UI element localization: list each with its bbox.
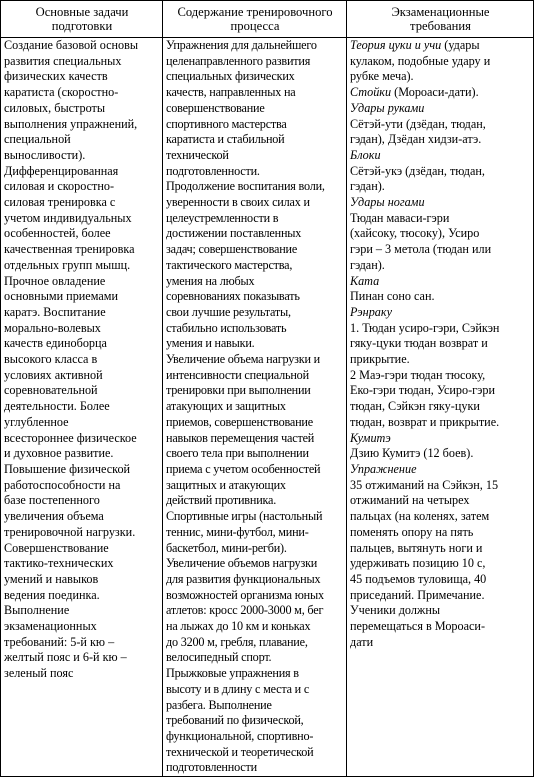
requirement-text: кулаком, подобные удару и	[350, 53, 491, 68]
col1-line: всестороннее физическое	[4, 430, 137, 445]
col2-line: высоту и в длину с места и с	[166, 681, 310, 696]
requirement-text: Ката	[350, 273, 380, 288]
header-cell-requirements	[347, 1, 534, 38]
requirement-text: 2 Маэ-гэри тюдан тюсоку,	[350, 367, 486, 382]
col1-line: тактико-технических	[4, 556, 114, 571]
col2-line: теннис, мини-футбол, мини-	[166, 524, 309, 539]
col2-line: специальных физических	[166, 69, 295, 84]
requirement-line	[350, 258, 531, 274]
col1-line: углубленное	[4, 414, 69, 429]
col2-line: совершенствование	[166, 100, 265, 115]
col2-line: приемов, совершенствование	[166, 414, 313, 429]
col2-line: каратиста и стабильной	[166, 132, 285, 147]
col2-line: Продолжение воспитания воли,	[166, 179, 325, 194]
col1-line: Выполнение	[4, 603, 70, 618]
requirement-text: перемещаться в Мороаси-	[350, 619, 485, 634]
cell-tasks	[1, 38, 163, 777]
section-heading	[350, 148, 531, 164]
requirement-text: Дзию Кумитэ (12 боев).	[350, 446, 474, 461]
section-heading	[350, 462, 531, 478]
col1-line: выполнения упражнений,	[4, 116, 138, 131]
col2-line: соревнованиях показывать	[166, 289, 300, 304]
requirement-text: удерживать позицию 10 с,	[350, 556, 486, 571]
col2-line: спортивного мастерства	[166, 116, 287, 131]
requirement-text: тюдан, Сэйкэн гяку-цуки	[350, 399, 480, 414]
col1-line: силовая тренировка с	[4, 195, 116, 210]
col1-line: желтый пояс и 6-й кю –	[4, 650, 127, 665]
header-line: требования	[410, 19, 471, 33]
col2-line: свои лучшие результаты,	[166, 304, 291, 319]
col2-line: на лыжах до 10 км и коньках	[166, 619, 311, 634]
requirement-line	[350, 619, 531, 635]
requirement-text: Сётэй-укэ (дзёдан, тюдан,	[350, 163, 485, 178]
col1-line: высокого класса в	[4, 352, 98, 367]
col2-line: уверенности в своих силах и	[166, 195, 310, 210]
requirement-text: тюдан, возврат и прикрытие.	[350, 414, 500, 429]
header-cell-tasks	[1, 1, 163, 38]
col2-line: до 3200 м, гребля, плавание,	[166, 634, 308, 649]
col1-line: выносливости).	[4, 147, 86, 162]
col1-line: ведения поединка.	[4, 587, 100, 602]
requirement-line	[350, 588, 531, 604]
col1-line: Дифференцированная	[4, 163, 119, 178]
requirement-text: Ученики должны	[350, 603, 441, 618]
requirement-line	[350, 211, 531, 227]
col1-line: основными приемами	[4, 289, 118, 304]
col2-line: подготовленности	[166, 760, 257, 775]
col2-line: стабильно использовать	[166, 320, 287, 335]
requirement-line	[350, 132, 531, 148]
header-line: Содержание тренировочного	[177, 5, 333, 19]
col1-line: базе постепенного	[4, 493, 100, 508]
header-row	[1, 1, 534, 38]
col2-line: возможностей организма юных	[166, 587, 324, 602]
requirement-text: гэри – 3 метола (тюдан или	[350, 242, 492, 257]
col1-line: силовых, быстроты	[4, 100, 106, 115]
col2-line: разбега. Выполнение	[166, 697, 272, 712]
col2-line: навыков перемещения частей	[166, 430, 315, 445]
col1-line: учетом индивидуальных	[4, 210, 132, 225]
col1-line: работоспособности на	[4, 477, 121, 492]
requirement-line	[350, 352, 531, 368]
section-heading	[350, 274, 531, 290]
requirement-text: Теория цуки и учи	[350, 38, 442, 52]
col2-line: атакующих и защитных	[166, 399, 286, 414]
requirement-line	[350, 478, 531, 494]
col1-line: Создание базовой основы	[4, 38, 139, 52]
header-line: Основные задачи	[35, 5, 129, 19]
requirement-line	[350, 415, 531, 431]
col1-line: каратиста (скоростно-	[4, 85, 119, 100]
col1-line: умений и навыков	[4, 571, 99, 586]
col2-line: Увеличение объемов нагрузки	[166, 556, 318, 571]
col1-line: развития специальных	[4, 53, 122, 68]
col2-line: подготовленности.	[166, 163, 260, 178]
requirement-text: 1. Тюдан усиро-гэри, Сэйкэн	[350, 320, 500, 335]
col2-line: приема с учетом особенностей	[166, 461, 321, 476]
requirement-line	[350, 556, 531, 572]
col1-line: особенностей, более	[4, 226, 111, 241]
requirement-text: Пинан соно сан.	[350, 289, 435, 304]
requirement-line	[350, 164, 531, 180]
requirement-text: гэдан).	[350, 257, 385, 272]
col1-line: условиях активной	[4, 367, 103, 382]
col1-line: деятельности. Более	[4, 399, 110, 414]
col2-line: тактического мастерства,	[166, 257, 293, 272]
requirement-text: Удары руками	[350, 100, 425, 115]
requirement-text: пальцев, вытянуть ноги и	[350, 540, 483, 555]
cell-content	[163, 38, 347, 777]
col2-line: велосипедный спорт.	[166, 650, 272, 665]
requirement-text: 45 подъемов туловища, 40	[350, 571, 487, 586]
requirement-text: дати	[350, 634, 374, 649]
col1-line: физических качеств	[4, 69, 108, 84]
requirement-line	[350, 399, 531, 415]
col2-line: целенаправленного развития	[166, 53, 311, 68]
requirement-text: Упражнение	[350, 461, 417, 476]
col2-line: достижении поставленных	[166, 226, 302, 241]
col2-line: тренировки при выполнении	[166, 383, 311, 398]
col2-line: Прыжковые упражнения в	[166, 666, 299, 681]
section-heading	[350, 101, 531, 117]
requirement-line	[350, 541, 531, 557]
col2-line: технической	[166, 147, 229, 162]
col2-line: качеств, направленных на	[166, 85, 296, 100]
col1-line: и духовное развитие.	[4, 446, 114, 461]
requirement-text: гэдан).	[350, 179, 385, 194]
col1-line: экзаменационных	[4, 619, 97, 634]
col2-line: умения на любых	[166, 273, 255, 288]
col1-line: Повышение физической	[4, 461, 131, 476]
body-row	[1, 38, 534, 777]
requirement-text: Удары ногами	[350, 195, 425, 210]
requirement-line	[350, 179, 531, 195]
requirement-text: пальцах (на коленях, затем	[350, 509, 490, 524]
requirement-line	[350, 289, 531, 305]
requirement-text: приседаний. Примечание.	[350, 587, 485, 602]
requirement-line	[350, 54, 531, 70]
requirement-text: Стойки	[350, 85, 392, 100]
requirement-line	[350, 368, 531, 384]
col1-line: тренировочной нагрузки.	[4, 524, 136, 539]
col1-line: Прочное овладение	[4, 273, 106, 288]
section-heading	[350, 305, 531, 321]
col1-line: соревновательной	[4, 383, 98, 398]
requirement-line	[350, 69, 531, 85]
col1-line: качеств единоборца	[4, 336, 107, 351]
col1-line: отдельных групп мышц.	[4, 257, 131, 272]
col1-line: Совершенствование	[4, 540, 109, 555]
col2-line: Увеличение объема нагрузки и	[166, 352, 320, 367]
col2-line: защитных и атакующих	[166, 477, 286, 492]
col2-line: для развития функциональных	[166, 571, 321, 586]
requirement-line	[350, 572, 531, 588]
col2-line: интенсивности специальной	[166, 367, 309, 382]
section-heading	[350, 431, 531, 447]
requirement-line	[350, 117, 531, 133]
requirement-text: поменять опору на пять	[350, 524, 474, 539]
requirement-text: рубке меча).	[350, 69, 414, 84]
requirement-line	[350, 383, 531, 399]
requirement-text: гяку-цуки тюдан возврат и	[350, 336, 488, 351]
requirement-text: Сётэй-ути (дзёдан, тюдан,	[350, 116, 486, 131]
requirement-line	[350, 635, 531, 651]
col2-line: действий противника.	[166, 493, 277, 508]
section-heading	[350, 38, 531, 54]
col1-line: зеленый пояс	[4, 666, 74, 681]
col2-line: баскетбол, мини-регби).	[166, 540, 287, 555]
requirement-line	[350, 242, 531, 258]
requirement-line	[350, 446, 531, 462]
col2-line: своего тела при выполнении	[166, 446, 309, 461]
col2-line: задач; совершенствование	[166, 242, 298, 257]
col1-line: морально-волевых	[4, 320, 101, 335]
header-cell-content	[163, 1, 347, 38]
col2-line: функциональной, спортивно-	[166, 728, 314, 743]
col2-line: целеустремленности в	[166, 210, 279, 225]
requirement-text: гэдан), Дзёдан хидзи-атэ.	[350, 132, 482, 147]
requirement-line	[350, 226, 531, 242]
requirement-line	[350, 509, 531, 525]
requirement-tail: (удары	[441, 38, 480, 52]
col2-line: технической и теоретической	[166, 744, 314, 759]
header-line: Экзаменационные	[391, 5, 490, 19]
section-heading	[350, 85, 531, 101]
header-line: подготовки	[51, 19, 113, 33]
col2-line: требований по физической,	[166, 713, 304, 728]
header-line: процесса	[230, 19, 280, 33]
col2-line: атлетов: кросс 2000-3000 м, бег	[166, 603, 324, 618]
col2-line: Спортивные игры (настольный	[166, 509, 323, 524]
col1-line: требований: 5-й кю –	[4, 634, 115, 649]
requirement-text: Тюдан маваси-гэри	[350, 210, 450, 225]
requirement-line	[350, 321, 531, 337]
cell-requirements	[347, 38, 534, 777]
col1-line: качественная тренировка	[4, 242, 135, 257]
requirement-text: Блоки	[350, 147, 381, 162]
col2-line: умения и навыки.	[166, 336, 255, 351]
requirement-text: Кумитэ	[350, 430, 391, 445]
requirement-text: (хайсоку, тюсоку), Усиро	[350, 226, 480, 241]
col1-line: силовая и скоростно-	[4, 179, 115, 194]
requirement-line	[350, 603, 531, 619]
requirement-line	[350, 336, 531, 352]
col1-line: увеличения объема	[4, 509, 104, 524]
requirement-text: Еко-гэри тюдан, Усиро-гэри	[350, 383, 496, 398]
requirement-text: прикрытие.	[350, 352, 410, 367]
requirement-line	[350, 493, 531, 509]
requirement-text: отжиманий на четырех	[350, 493, 470, 508]
requirement-text: 35 отжиманий на Сэйкэн, 15	[350, 477, 499, 492]
col1-line: каратэ. Воспитание	[4, 304, 106, 319]
requirement-tail: (Мороаси-дати).	[391, 85, 479, 100]
col2-line: Упражнения для дальнейшего	[166, 38, 317, 52]
section-heading	[350, 195, 531, 211]
col1-line: специальной	[4, 132, 71, 147]
requirement-line	[350, 525, 531, 541]
requirement-text: Рэнраку	[350, 304, 392, 319]
